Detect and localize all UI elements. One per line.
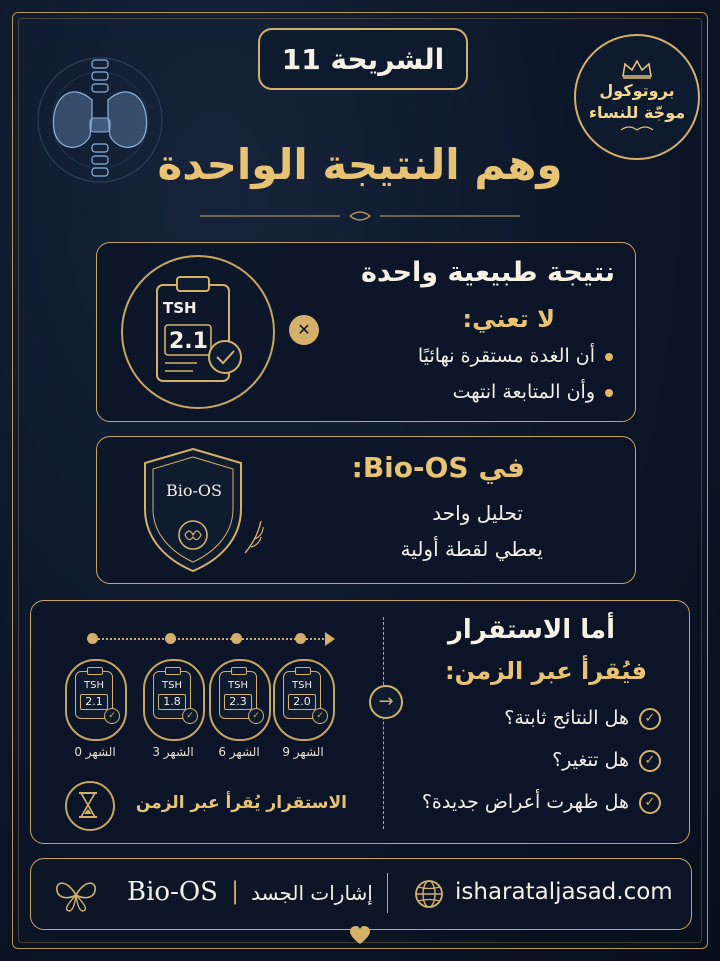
question-text: هل تتغير؟ — [552, 749, 629, 771]
badge-line-2: موجّة للنساء — [588, 103, 686, 122]
timeline-clipboard — [283, 671, 324, 721]
leaf-ornament-icon — [617, 124, 657, 136]
arrow-right-icon: → — [369, 685, 403, 719]
page-title: وهم النتيجة الواحدة — [157, 140, 563, 189]
timeline-caption: الاستقرار يُقرأ عبر الزمن — [135, 793, 347, 813]
timeline-dot — [87, 633, 98, 644]
check-icon: ✓ — [104, 708, 120, 724]
butterfly-icon — [53, 873, 99, 915]
timeline-clipboard — [219, 671, 260, 721]
footer-bar — [30, 858, 692, 930]
bullet-dot — [605, 389, 613, 397]
card-bio-os — [96, 436, 636, 584]
timeline-month: الشهر 0 — [74, 745, 116, 759]
timeline-dot — [295, 633, 306, 644]
badge-line-1: بروتوكول — [599, 81, 675, 100]
bullet-text: وأن المتابعة انتهت — [452, 381, 595, 403]
shield-icon — [133, 443, 273, 579]
x-icon: ✕ — [289, 315, 319, 345]
check-icon: ✓ — [639, 792, 661, 814]
check-icon: ✓ — [248, 708, 264, 724]
card2-line-1: تحليل واحد — [432, 501, 523, 525]
check-icon: ✓ — [639, 708, 661, 730]
timeline-line — [91, 638, 327, 640]
clipboard-value: 2.1 — [169, 329, 208, 354]
timeline-label: TSH — [84, 680, 104, 691]
hourglass-icon — [77, 791, 99, 819]
heart-icon — [348, 924, 372, 946]
card2-line-2: يعطي لقطة أولية — [400, 537, 543, 561]
timeline-value: 2.3 — [224, 694, 252, 710]
slide-number-pill — [258, 28, 468, 90]
footer-brand-ar: إشارات الجسد — [251, 881, 373, 905]
question-text: هل النتائج ثابتة؟ — [504, 707, 629, 729]
timeline-value: 2.1 — [80, 694, 108, 710]
timeline-label: TSH — [228, 680, 248, 691]
timeline-clipboard — [153, 671, 194, 721]
timeline-label: TSH — [162, 680, 182, 691]
timeline-month: الشهر 9 — [282, 745, 324, 759]
timeline-label: TSH — [292, 680, 312, 691]
check-icon: ✓ — [312, 708, 328, 724]
card1-heading: نتيجة طبيعية واحدة — [361, 257, 615, 288]
bullet-text: أن الغدة مستقرة نهائيًا — [417, 345, 595, 367]
timeline-dot — [165, 633, 176, 644]
question-text: هل ظهرت أعراض جديدة؟ — [421, 791, 629, 813]
slide-number-label: الشريحة 11 — [281, 42, 445, 76]
crown-icon — [620, 58, 654, 80]
timeline-value: 2.0 — [288, 694, 316, 710]
timeline-clipboard — [75, 671, 116, 721]
check-icon: ✓ — [182, 708, 198, 724]
title-divider — [200, 208, 520, 224]
footer-separator: | — [231, 877, 240, 905]
card1-subheading: لا تعني: — [462, 305, 555, 333]
footer-url[interactable]: isharataljasad.com — [455, 879, 673, 905]
timeline-month: الشهر 6 — [218, 745, 260, 759]
card-single-result — [96, 242, 636, 422]
card3-subheading: فيُقرأ عبر الزمن: — [445, 657, 647, 685]
check-icon: ✓ — [639, 750, 661, 772]
footer-brand: Bio-OS — [127, 877, 218, 907]
timeline-arrowhead — [325, 632, 335, 646]
question-1 — [381, 707, 661, 730]
clipboard-label: TSH — [163, 299, 197, 317]
globe-icon — [413, 878, 445, 910]
card-stability — [30, 600, 690, 844]
shield-label: Bio-OS — [166, 481, 222, 500]
card1-bullet-2 — [313, 381, 613, 403]
card3-heading: أما الاستقرار — [447, 615, 615, 645]
question-2 — [381, 749, 661, 772]
card2-heading: في Bio-OS: — [351, 451, 525, 484]
timeline-value: 1.8 — [158, 694, 186, 710]
footer-divider — [387, 873, 388, 913]
bullet-dot — [605, 353, 613, 361]
question-3 — [381, 791, 661, 814]
timeline-month: الشهر 3 — [152, 745, 194, 759]
timeline-dot — [231, 633, 242, 644]
card1-bullet-1 — [313, 345, 613, 367]
